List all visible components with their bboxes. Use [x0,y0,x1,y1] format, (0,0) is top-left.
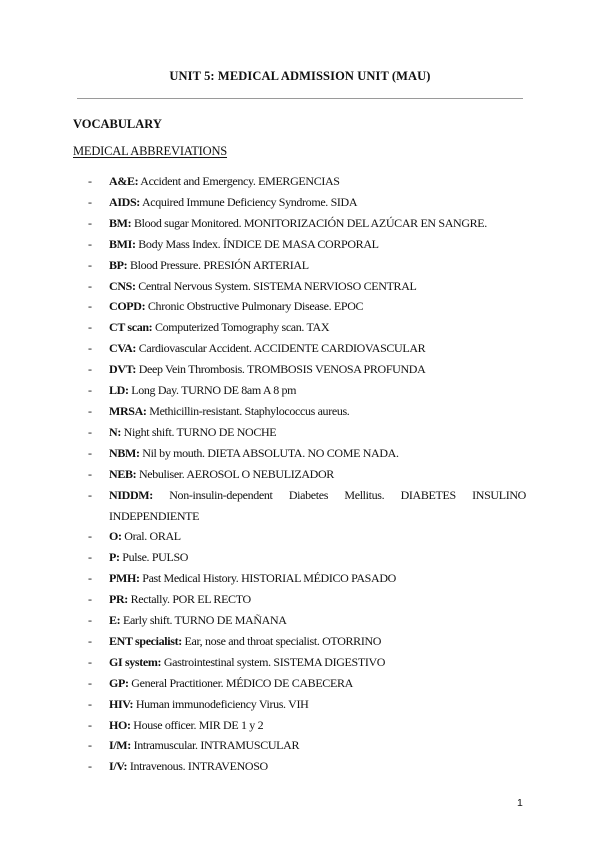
list-dash: - [88,654,92,669]
list-dash: - [88,383,92,398]
abbreviation-definition: House officer. MIR DE 1 y 2 [133,717,264,732]
abbreviation-term: COPD: [109,299,146,314]
abbreviation-definition: Intravenous. INTRAVENOSO [129,759,268,774]
abbreviation-term: CNS: [109,278,136,293]
list-item [0,213,600,234]
abbreviation-term: PR: [109,592,128,607]
list-dash: - [88,613,92,628]
list-item [0,255,600,276]
list-item [0,756,600,777]
abbreviation-definition: Central Nervous System. SISTEMA NERVIOSO CENTRAL [138,278,417,293]
abbreviation-definition: Methicillin-resistant. Staphylococcus aureus. [149,403,350,418]
list-dash: - [88,215,92,230]
abbreviation-definition: Acquired Immune Deficiency Syndrome. SIDA [141,194,358,209]
section-heading-vocabulary: VOCABULARY [73,117,162,131]
abbreviation-definition: Oral. ORAL [124,529,181,544]
list-dash: - [88,403,92,418]
list-dash: - [88,278,92,293]
list-dash: - [88,571,92,586]
abbreviation-term: HIV: [109,696,134,711]
list-dash: - [88,738,92,753]
title-divider [77,98,523,99]
abbreviation-term: AIDS: [109,194,140,209]
list-item [0,317,600,338]
abbreviation-definition: Cardiovascular Accident. ACCIDENTE CARDIOVASCULAR [138,341,426,356]
list-item [0,401,600,422]
list-item [0,171,600,192]
list-item [0,631,600,652]
subsection-heading-abbreviations: MEDICAL ABBREVIATIONS [73,144,228,158]
abbreviation-term: GP: [109,675,129,690]
list-item [0,359,600,380]
list-item [0,234,600,255]
abbreviation-definition: Deep Vein Thrombosis. TROMBOSIS VENOSA PROFUNDA [138,362,426,377]
list-item [0,464,600,485]
list-item [0,547,600,568]
abbreviation-definition: Past Medical History. HISTORIAL MÉDICO PASADO [142,571,396,586]
abbreviation-term: BP: [109,257,128,272]
abbreviation-definition: Computerized Tomography scan. TAX [154,320,330,335]
list-item [0,526,600,547]
list-item [0,735,600,756]
abbreviation-definition: Non-insulin-dependent Diabetes Mellitus. DIABETES INSULINO INDEPENDIENTE [109,487,526,523]
list-dash: - [88,466,92,481]
abbreviation-term: P: [109,550,120,565]
list-dash: - [88,320,92,335]
abbreviation-definition: General Practitioner. MÉDICO DE CABECERA [131,675,353,690]
abbreviation-definition: Early shift. TURNO DE MAÑANA [122,613,287,628]
abbreviation-term: BMI: [109,236,136,251]
abbreviation-term: A&E: [109,174,139,188]
abbreviation-term: O: [109,529,122,544]
abbreviation-definition: Blood Pressure. PRESIÓN ARTERIAL [129,257,309,272]
list-dash: - [88,362,92,377]
list-item [0,296,600,317]
list-dash: - [88,341,92,356]
list-item [0,568,600,589]
abbreviation-term: NEB: [109,466,137,481]
abbreviation-definition: Pulse. PULSO [122,550,189,565]
list-dash: - [88,174,92,188]
list-dash: - [88,717,92,732]
abbreviation-definition: Accident and Emergency. EMERGENCIAS [140,174,340,188]
abbreviation-term: CVA: [109,341,137,356]
abbreviation-term: E: [109,613,121,628]
abbreviation-term: I/M: [109,738,131,753]
abbreviation-definition: Rectally. POR EL RECTO [130,592,251,607]
list-item [0,338,600,359]
abbreviation-term: HO: [109,717,131,732]
list-dash: - [88,299,92,314]
abbreviation-definition: Intramuscular. INTRAMUSCULAR [133,738,300,753]
abbreviation-term: LD: [109,383,129,398]
abbreviation-term: MRSA: [109,403,147,418]
list-dash: - [88,257,92,272]
abbreviation-term: I/V: [109,759,128,774]
list-item [0,422,600,443]
abbreviation-term: GI system: [109,654,162,669]
list-item [0,589,600,610]
list-dash: - [88,529,92,544]
abbreviation-term: CT scan: [109,320,153,335]
list-dash: - [88,759,92,774]
list-dash: - [88,487,92,502]
list-item [0,652,600,673]
list-dash: - [88,424,92,439]
list-dash: - [88,550,92,565]
abbreviation-definition: Gastrointestinal system. SISTEMA DIGESTIVO [163,654,386,669]
list-dash: - [88,675,92,690]
abbreviation-definition: Blood sugar Monitored. MONITORIZACIÓN DEL AZÚCAR EN SANGRE. [133,215,487,230]
abbreviation-definition: Night shift. TURNO DE NOCHE [123,424,277,439]
abbreviation-definition: Nebuliser. AEROSOL O NEBULIZADOR [138,466,334,481]
list-item [0,192,600,213]
list-dash: - [88,592,92,607]
list-item [0,673,600,694]
abbreviation-term: NBM: [109,445,140,460]
abbreviation-term: PMH: [109,571,140,586]
abbreviation-definition: Body Mass Index. ÍNDICE DE MASA CORPORAL [138,236,379,251]
abbreviation-term: NIDDM: [109,487,153,502]
abbreviation-definition: Long Day. TURNO DE 8am A 8 pm [131,383,297,398]
page-number: 1 [517,797,523,809]
abbreviation-term: N: [109,424,121,439]
list-item [0,380,600,401]
abbreviation-definition: Chronic Obstructive Pulmonary Disease. EPOC [147,299,364,314]
list-item [0,485,600,527]
abbreviation-term: BM: [109,215,132,230]
list-dash: - [88,696,92,711]
list-dash: - [88,194,92,209]
list-dash: - [88,445,92,460]
list-item [0,276,600,297]
list-dash: - [88,236,92,251]
list-item [0,443,600,464]
list-item [0,610,600,631]
page-title: UNIT 5: MEDICAL ADMISSION UNIT (MAU) [169,69,431,83]
list-dash: - [88,633,92,648]
abbreviation-term: ENT specialist: [109,633,182,648]
list-item [0,715,600,736]
abbreviation-definition: Human immunodeficiency Virus. VIH [135,696,309,711]
abbreviation-definition: Nil by mouth. DIETA ABSOLUTA. NO COME NADA. [142,445,399,460]
abbreviation-term: DVT: [109,362,137,377]
abbreviation-definition: Ear, nose and throat specialist. OTORRINO [184,633,382,648]
list-item [0,694,600,715]
abbreviation-list [0,171,600,777]
